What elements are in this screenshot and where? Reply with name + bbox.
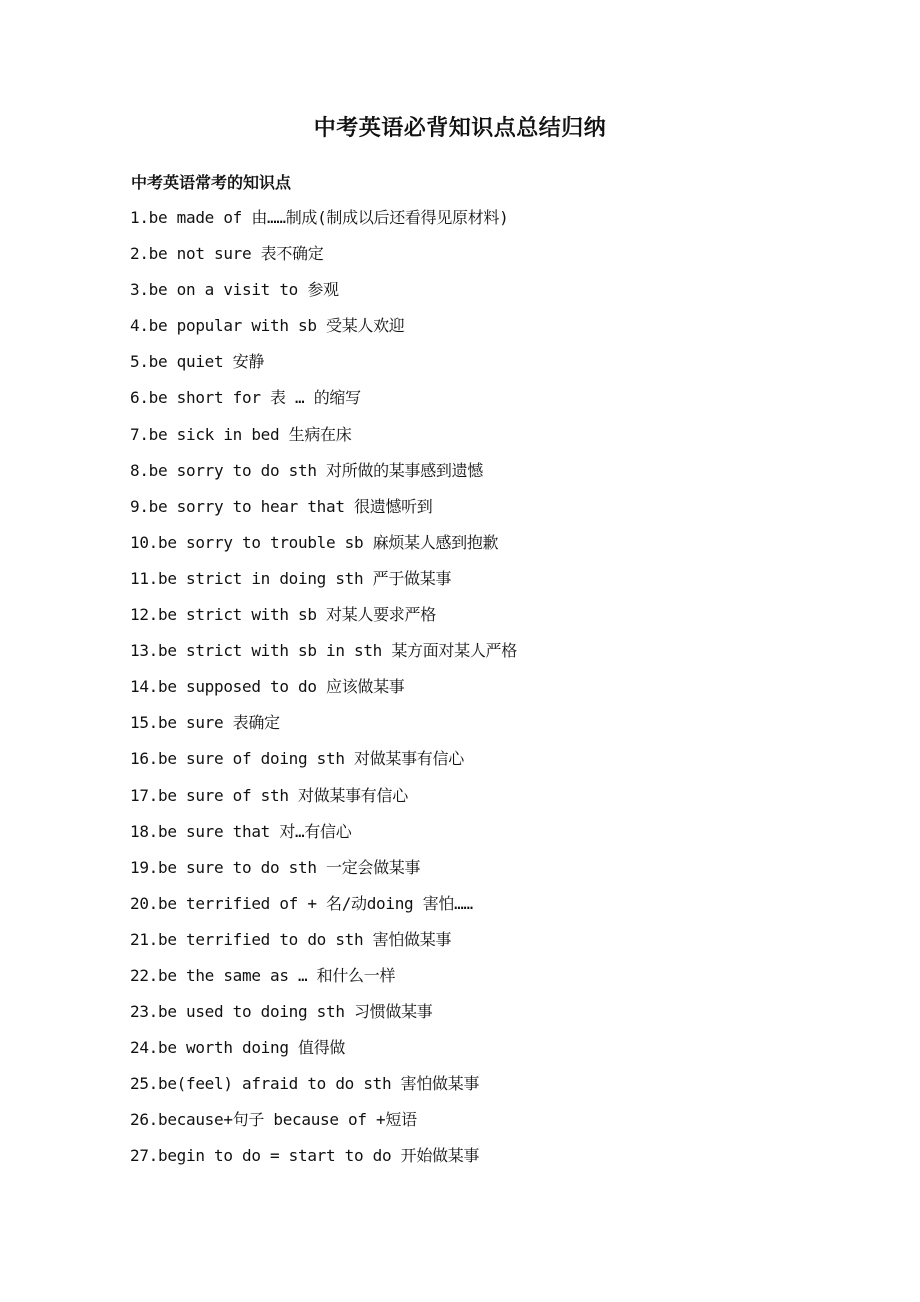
- list-item: 11.be strict in doing sth 严于做某事: [130, 568, 452, 588]
- list-item: 6.be short for 表 … 的缩写: [130, 388, 361, 408]
- list-item: 4.be popular with sb 受某人欢迎: [130, 316, 405, 336]
- list-item: 10.be sorry to trouble sb 麻烦某人感到抱歉: [130, 532, 499, 552]
- list-item: 9.be sorry to hear that 很遗憾听到: [130, 496, 433, 516]
- phrase-list: [130, 205, 830, 1180]
- list-item: 8.be sorry to do sth 对所做的某事感到遗憾: [130, 460, 483, 480]
- list-item: 14.be supposed to do 应该做某事: [130, 677, 405, 697]
- list-item: 23.be used to doing sth 习惯做某事: [130, 1002, 433, 1022]
- list-item: 19.be sure to do sth 一定会做某事: [130, 857, 421, 877]
- list-item: 5.be quiet 安静: [130, 352, 265, 372]
- list-item: 7.be sick in bed 生病在床: [130, 424, 352, 444]
- list-item: 20.be terrified of + 名/动doing 害怕……: [130, 893, 473, 913]
- document-title: 中考英语必背知识点总结归纳: [313, 115, 607, 141]
- list-item: 3.be on a visit to 参观: [130, 280, 339, 300]
- list-item: 22.be the same as … 和什么一样: [130, 965, 396, 985]
- list-item: 16.be sure of doing sth 对做某事有信心: [130, 749, 464, 769]
- list-item: 12.be strict with sb 对某人要求严格: [130, 605, 436, 625]
- list-item: 27.begin to do = start to do 开始做某事: [130, 1146, 480, 1166]
- list-item: 18.be sure that 对…有信心: [130, 821, 352, 841]
- list-item: 2.be not sure 表不确定: [130, 244, 324, 264]
- list-item: 26.because+句子 because of +短语: [130, 1110, 417, 1130]
- list-item: 13.be strict with sb in sth 某方面对某人严格: [130, 641, 517, 661]
- list-item: 17.be sure of sth 对做某事有信心: [130, 785, 408, 805]
- list-item: 15.be sure 表确定: [130, 713, 280, 733]
- list-item: 21.be terrified to do sth 害怕做某事: [130, 929, 452, 949]
- section-heading: 中考英语常考的知识点: [131, 173, 292, 192]
- list-item: 1.be made of 由……制成(制成以后还看得见原材料): [130, 208, 509, 227]
- list-item: 25.be(feel) afraid to do sth 害怕做某事: [130, 1074, 480, 1094]
- list-item: 24.be worth doing 值得做: [130, 1038, 346, 1058]
